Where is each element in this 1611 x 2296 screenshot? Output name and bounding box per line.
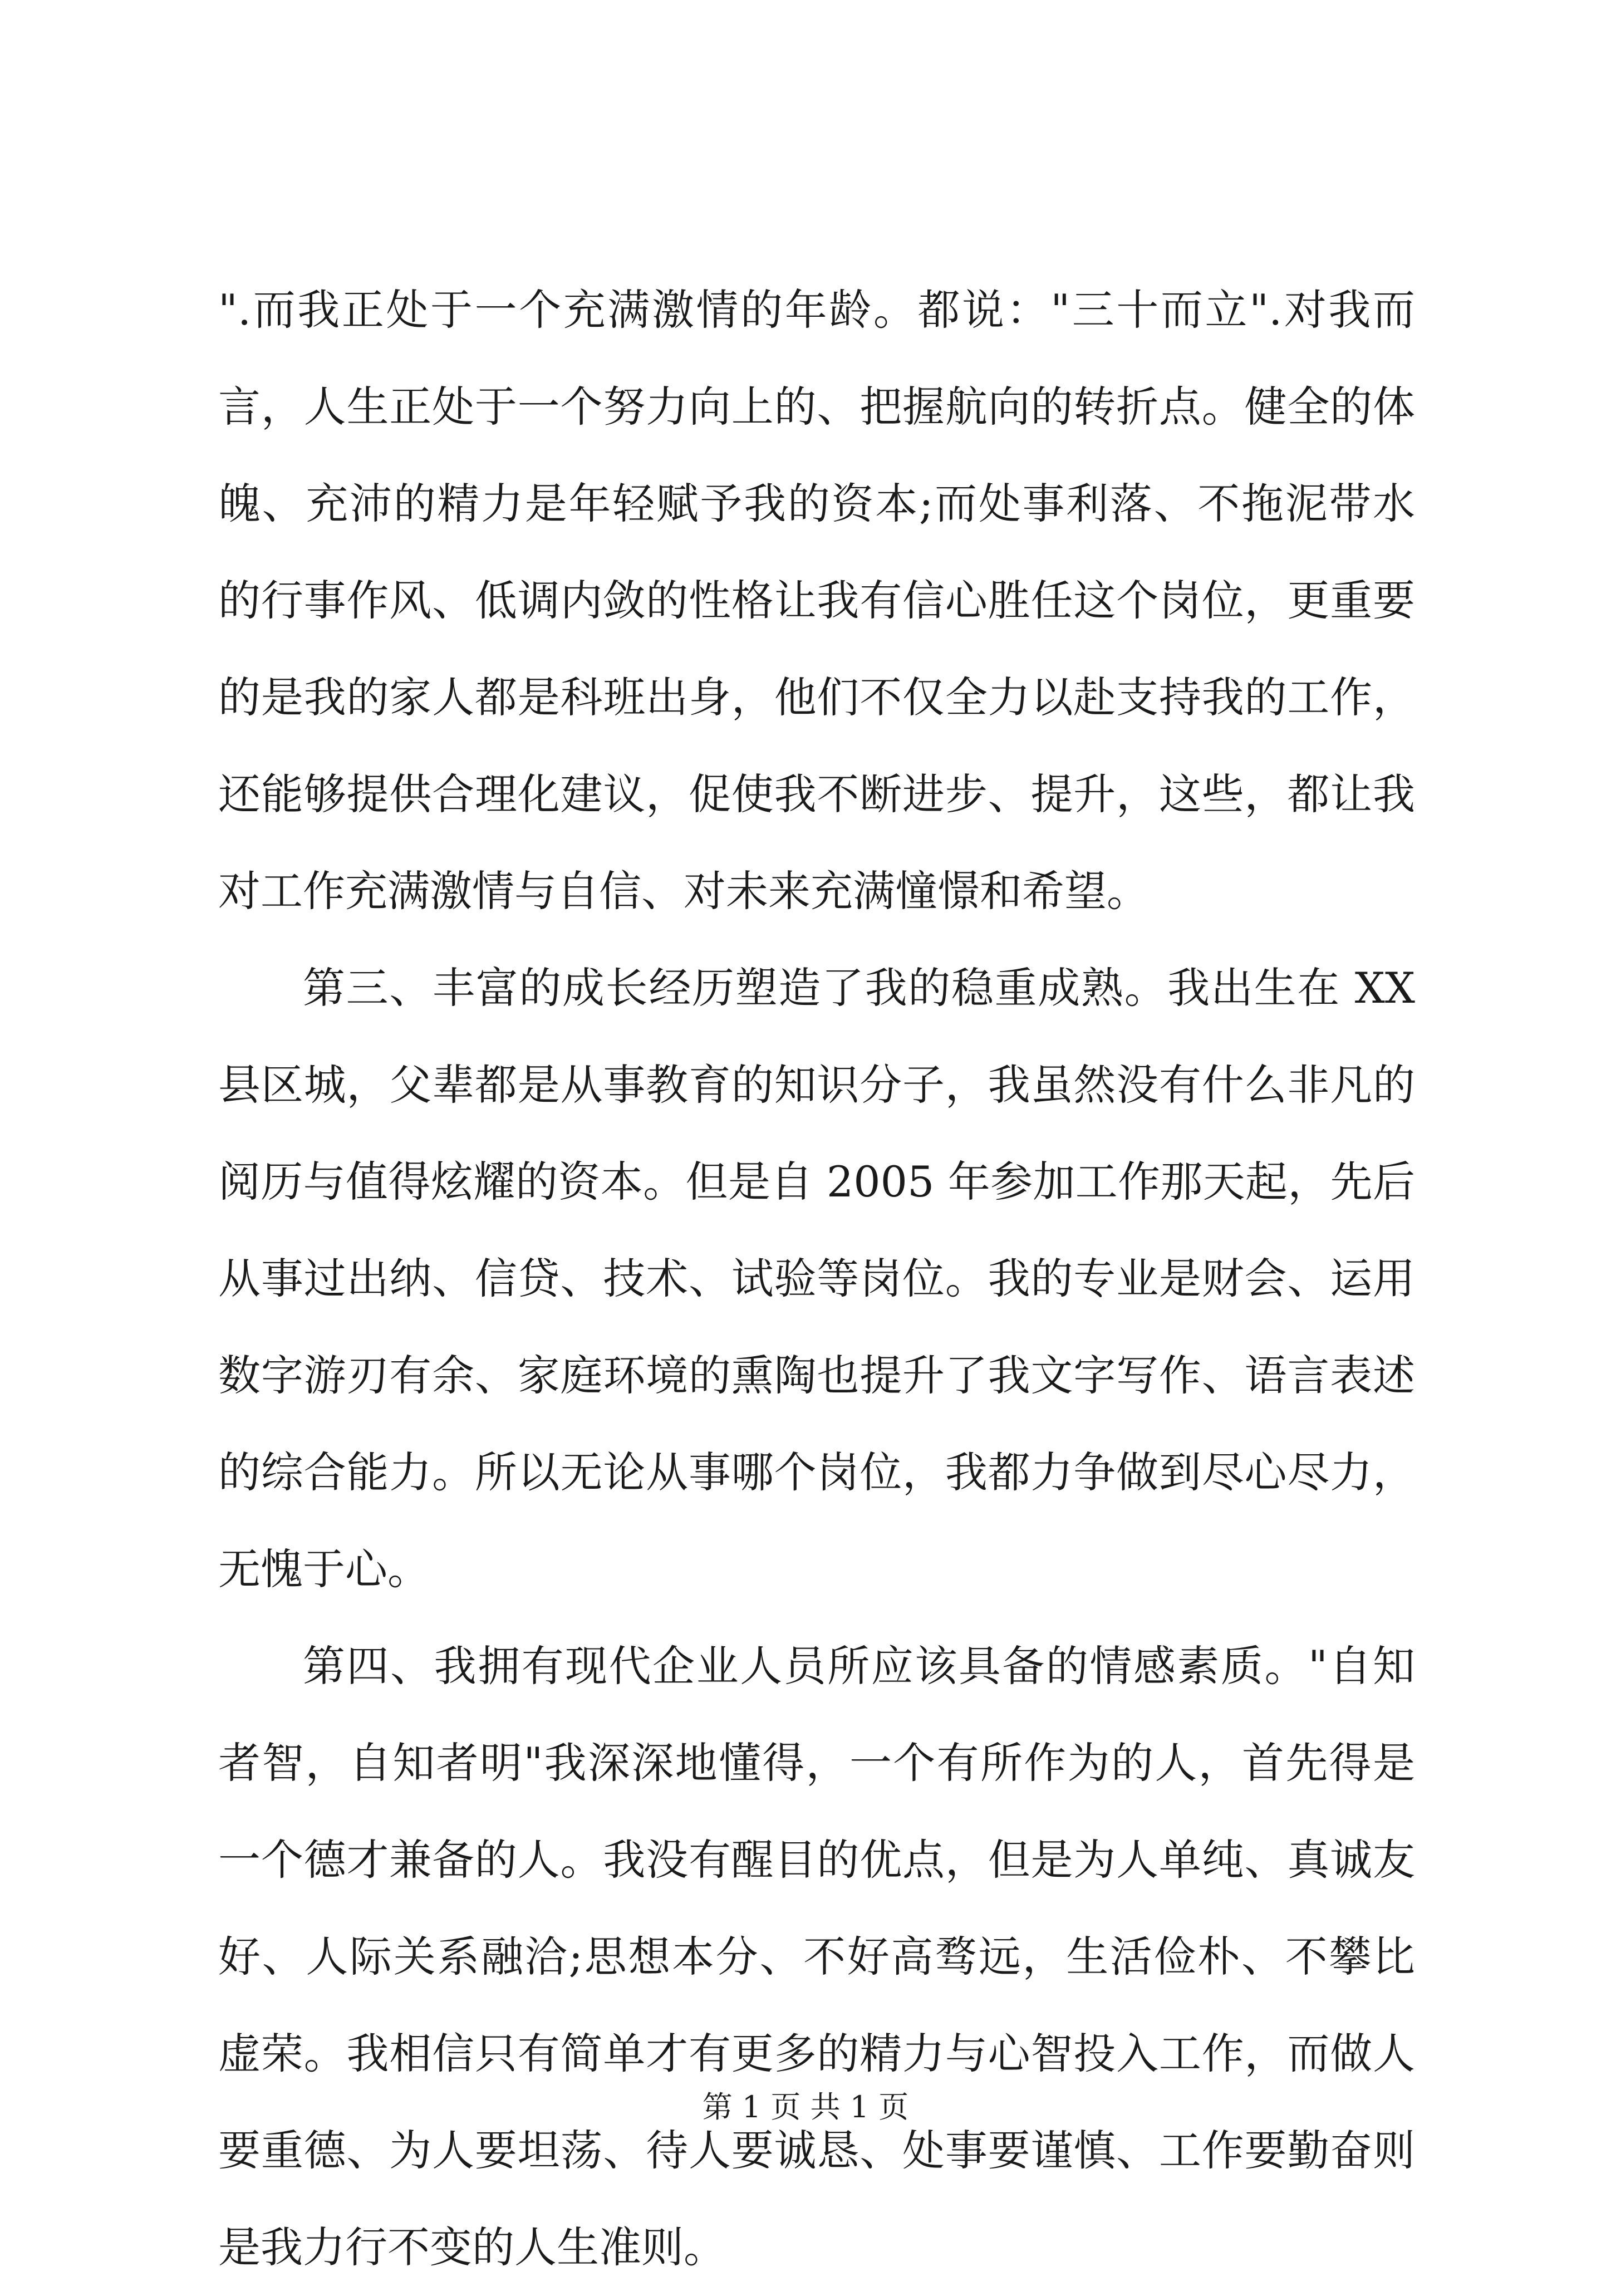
text-line: 的行事作风、低调内敛的性格让我有信心胜任这个岗位，更重要 [218, 576, 1415, 625]
text-line: ".而我正处于一个充满激情的年龄。都说："三十而立".对我而 [218, 285, 1415, 335]
text-line: 还能够提供合理化建议，促使我不断进步、提升，这些，都让我 [218, 769, 1415, 819]
body-text [218, 262, 1415, 2296]
text-line: 要重德、为人要坦荡、待人要诚恳、处事要谨慎、工作要勤奋则 [218, 2126, 1415, 2175]
text-line: 虚荣。我相信只有简单才有更多的精力与心智投入工作，而做人 [218, 2029, 1415, 2078]
page-footer: 第 1 页 共 1 页 [702, 2089, 909, 2125]
text-line: 无愧于心。 [218, 1544, 430, 1594]
text-line: 从事过出纳、信贷、技术、试验等岗位。我的专业是财会、运用 [218, 1254, 1415, 1303]
text-line: 阅历与值得炫耀的资本。但是自 2005 年参加工作那天起，先后 [218, 1157, 1415, 1206]
text-line: 的是我的家人都是科班出身，他们不仅全力以赴支持我的工作， [218, 673, 1415, 722]
text-line: 好、人际关系融洽;思想本分、不好高骛远，生活俭朴、不攀比 [218, 1932, 1415, 1981]
text-line: 数字游刃有余、家庭环境的熏陶也提升了我文字写作、语言表述 [218, 1351, 1415, 1400]
text-line: 第三、丰富的成长经历塑造了我的稳重成熟。我出生在 XX [303, 963, 1415, 1013]
text-line: 是我力行不变的人生准则。 [218, 2223, 726, 2272]
text-line: 对工作充满激情与自信、对未来充满憧憬和希望。 [218, 866, 1149, 916]
text-line: 者智，自知者明"我深深地懂得，一个有所作为的人，首先得是 [218, 1738, 1415, 1788]
text-line: 县区城，父辈都是从事教育的知识分子，我虽然没有什么非凡的 [218, 1060, 1415, 1110]
text-line: 魄、充沛的精力是年轻赋予我的资本;而处事利落、不拖泥带水 [218, 479, 1415, 528]
text-line: 的综合能力。所以无论从事哪个岗位，我都力争做到尽心尽力， [218, 1448, 1415, 1497]
text-line: 一个德才兼备的人。我没有醒目的优点，但是为人单纯、真诚友 [218, 1835, 1415, 1885]
text-line: 第四、我拥有现代企业人员所应该具备的情感素质。"自知 [303, 1641, 1415, 1691]
text-line: 言，人生正处于一个努力向上的、把握航向的转折点。健全的体 [218, 382, 1415, 431]
